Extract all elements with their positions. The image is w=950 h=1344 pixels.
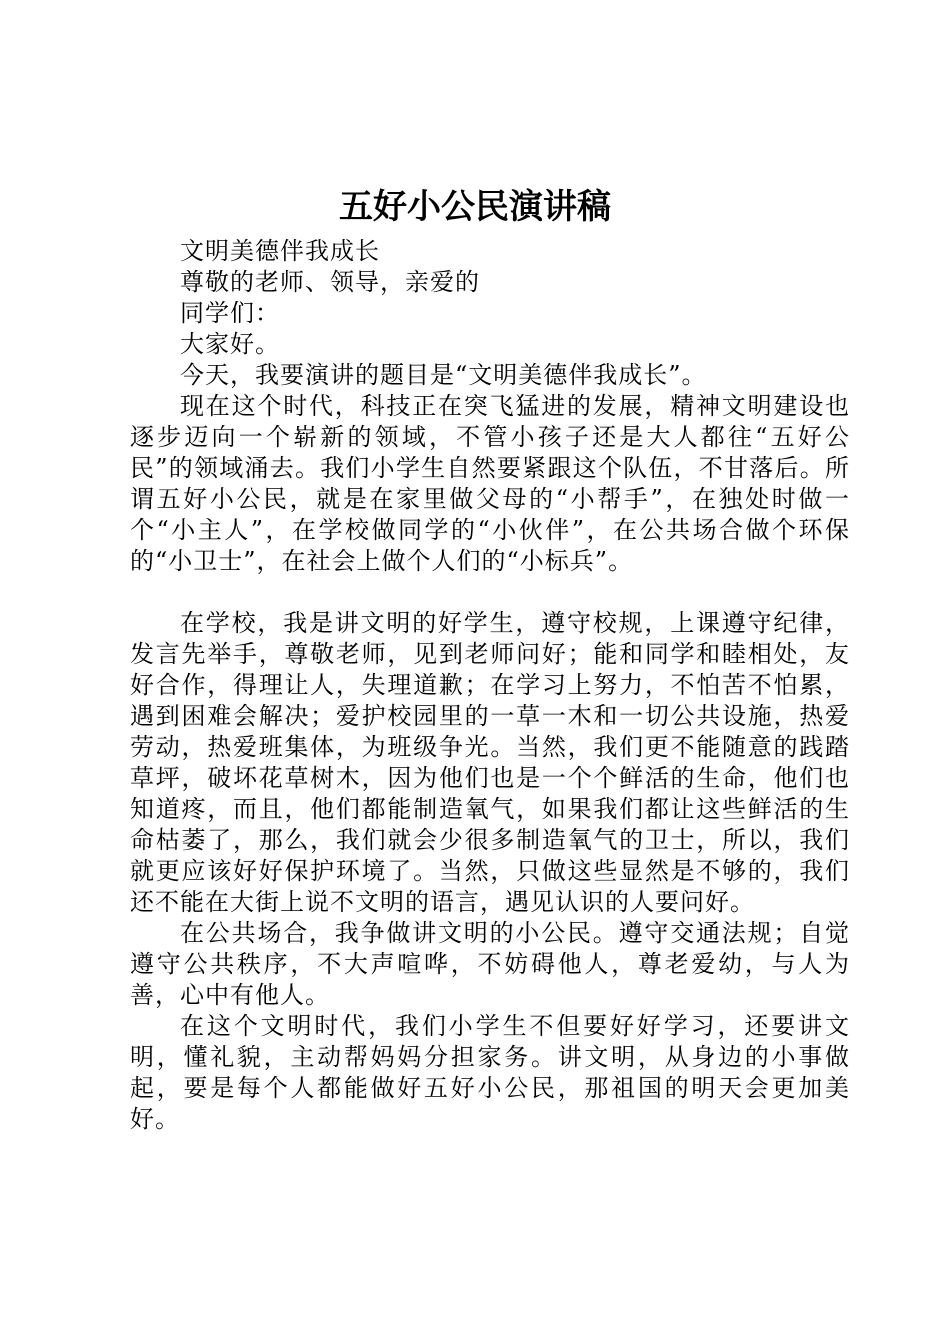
paragraph-school: 在学校，我是讲文明的好学生，遵守校规，上课遵守纪律，发言先举手，尊敬老师，见到老师问好；能和同学和睦相处，友好合作，得理让人，失理道歉；在学习上努力，不怕苦不怕累，遇到困难会解决；爱护校园里的一草一木和一切公共设施，热爱劳动，热爱班集体，为班级争光。当然，我们更不能随意的践踏草坪，破坏花草树木，因为他们也是一个个鲜活的生命，他们也知道疼，而且，他们都能制造氧气，如果我们都让这些鲜活的生命枯萎了，那么，我们就会少很多制造氧气的卫士，所以，我们就更应该好好保护环境了。当然，只做这些显然是不够的，我们还不能在大街上说不文明的语言，遇见认识的人要问好。 (130, 609, 850, 916)
topic-intro: 今天，我要演讲的题目是“文明美德伴我成长”。 (180, 361, 707, 389)
document-title: 五好小公民演讲稿 (339, 187, 611, 227)
salutation-line-2: 同学们： (180, 299, 280, 327)
greeting: 大家好。 (180, 330, 280, 358)
document-body (130, 236, 850, 1135)
paragraph-conclusion: 在这个文明时代，我们小学生不但要好好学习，还要讲文明，懂礼貌，主动帮妈妈分担家务。讲文明，从身边的小事做起，要是每个人都能做好五好小公民，那祖国的明天会更加美好。 (130, 1012, 850, 1133)
paragraph-public: 在公共场合，我争做讲文明的小公民。遵守交通法规；自觉遵守公共秩序，不大声喧哗，不妨碍他人，尊老爱幼，与人为善，心中有他人。 (130, 919, 850, 1009)
speech-subtitle: 文明美德伴我成长 (180, 237, 380, 265)
paragraph-era: 现在这个时代，科技正在突飞猛进的发展，精神文明建设也逐步迈向一个崭新的领域，不管小孩子还是大人都往“五好公民”的领域涌去。我们小学生自然要紧跟这个队伍，不甘落后。所谓五好小公民，就是在家里做父母的“小帮手”，在独处时做一个“小主人”，在学校做同学的“小伙伴”，在公共场合做个环保的“小卫士”，在社会上做个人们的“小标兵”。 (130, 392, 850, 575)
salutation-line-1: 尊敬的老师、领导，亲爱的 (180, 268, 480, 296)
